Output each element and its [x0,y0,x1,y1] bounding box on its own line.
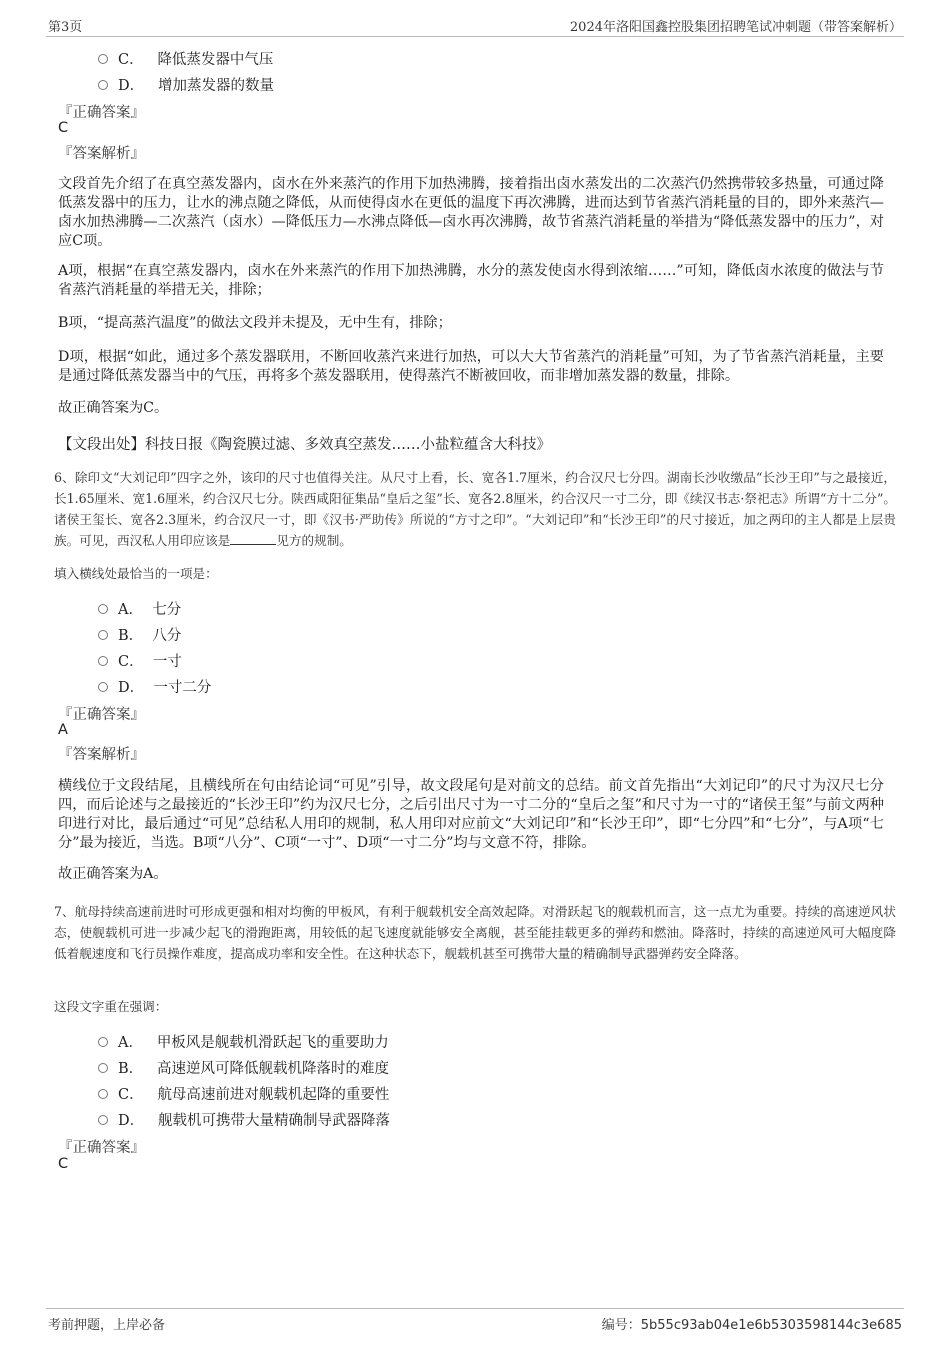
q5-source: 【文段出处】科技日报《陶瓷膜过滤、多效真空蒸发……小盐粒蕴含大科技》 [58,437,551,453]
option-text: 增加蒸发器的数量 [157,78,274,94]
option-key: B． [118,1061,144,1077]
q6-stem-tail: 见方的规制。 [276,533,352,548]
option-key: A． [118,602,143,618]
document-code [602,1314,902,1333]
page-number: 第3页 [48,20,83,35]
code-label: 编号： [601,1318,641,1333]
q5-option-d[interactable] [98,74,274,95]
q6-option-b[interactable] [98,624,181,645]
q6-answer-label: 『正确答案』 [58,707,145,723]
radio-icon[interactable] [98,54,108,64]
radio-icon[interactable] [98,1115,108,1125]
option-key: D． [118,78,145,94]
radio-icon[interactable] [98,682,108,692]
option-text: 甲板风是舰载机滑跃起飞的重要助力 [156,1035,389,1051]
code-value: 5b55c93ab04e1e6b5303598144c3e685 [640,1318,902,1333]
option-text: 高速逆风可降低舰载机降落时的难度 [156,1061,389,1077]
q7-answer-label: 『正确答案』 [58,1140,145,1156]
option-text: 舰载机可携带大量精确制导武器降落 [157,1113,390,1129]
q6-analysis-p1: 横线位于文段结尾，且横线所在句由结论词“可见”引导，故文段尾句是对前文的总结。前文首先指出“大刘记印”的尺寸为汉尺七分四，而后论述与之最接近的“长沙王印”约为汉尺七分，之后引出尺寸为一寸二分的“皇后之玺”和尺寸为一寸的“诸侯王玺”与前文两种印进行对比，最后通过“可见”总结私人用印的规制，私人用印对应前文“大刘记印”和“长沙王印”，即“七分四”和“七分”，与A项“七分”最为接近，当选。B项“八分”、C项“一寸”、D项“一寸二分”均与文意不符，排除。 [58,778,884,851]
page-header [46,14,904,37]
option-key: D． [118,680,145,696]
radio-icon[interactable] [98,604,108,614]
option-key: C． [118,52,144,68]
q7-option-b[interactable] [98,1057,389,1078]
radio-icon[interactable] [98,656,108,666]
option-text: 一寸 [152,654,182,670]
q7-option-c[interactable] [98,1083,389,1104]
page-footer [46,1308,904,1331]
option-text: 八分 [152,628,182,644]
radio-icon[interactable] [98,630,108,640]
footer-slogan: 考前押题，上岸必备 [48,1318,166,1333]
option-key: A． [118,1035,143,1051]
q5-analysis-p5: 故正确答案为C。 [58,400,169,416]
q5-analysis-p4: D项，根据“如此，通过多个蒸发器联用，不断回收蒸汽来进行加热，可以大大节省蒸汽的消耗量”可知，为了节省蒸汽消耗量，主要是通过降低蒸发器当中的气压，再将多个蒸发器联用，使得蒸汽不断被回收，而非增加蒸发器的数量，排除。 [58,349,884,384]
q6-stem [54,467,896,551]
radio-icon[interactable] [98,1037,108,1047]
q7-answer: C [58,1156,69,1172]
q6-option-d[interactable] [98,676,211,697]
document-title: 2024年洛阳国鑫控股集团招聘笔试冲刺题（带答案解析） [569,20,902,35]
option-text: 降低蒸发器中气压 [157,52,274,68]
q6-analysis-p2: 故正确答案为A。 [58,866,168,882]
q7-option-a[interactable] [98,1031,389,1052]
q5-option-c[interactable] [98,48,273,69]
radio-icon[interactable] [98,80,108,90]
radio-icon[interactable] [98,1063,108,1073]
q5-analysis-p1: 文段首先介绍了在真空蒸发器内，卤水在外来蒸汽的作用下加热沸腾，接着指出卤水蒸发出的二次蒸汽仍然携带较多热量，可通过降低蒸发器中的压力，让水的沸点随之降低，从而使得卤水在更低的温度下再次沸腾，进而达到节省蒸汽消耗量的目的，即外来蒸汽—卤水加热沸腾—二次蒸汽（卤水）—降低压力—水沸点降低—卤水再次沸腾，故节省蒸汽消耗量的举措为“降低蒸发器中的压力”，对应C项。 [58,176,884,249]
q7-stem: 7、航母持续高速前进时可形成更强和相对均衡的甲板风，有利于舰载机安全高效起降。对滑跃起飞的舰载机而言，这一点尤为重要。持续的高速逆风状态，使舰载机可进一步减少起飞的滑跑距离，用较低的起飞速度就能够安全离舰，甚至能挂载更多的弹药和燃油。降落时，持续的高速逆风可大幅度降低着舰速度和飞行员操作难度，提高成功率和安全性。在这种状态下，舰载机甚至可携带大量的精确制导武器弹药安全降落。 [54,904,896,961]
q5-answer-label: 『正确答案』 [58,105,145,121]
option-key: C． [118,654,144,670]
q5-analysis-p2: A项，根据“在真空蒸发器内，卤水在外来蒸汽的作用下加热沸腾，水分的蒸发使卤水得到浓缩……”可知，降低卤水浓度的做法与节省蒸汽消耗量的举措无关，排除； [58,263,884,298]
q6-option-c[interactable] [98,650,182,671]
q7-option-d[interactable] [98,1109,390,1130]
q7-prompt: 这段文字重在强调： [54,999,168,1014]
q5-answer: C [58,120,69,136]
q6-stem-text: 6、除印文“大刘记印”四字之外，该印的尺寸也值得关注。从尺寸上看，长、宽各1.7厘米，约合汉尺七分四。湖南长沙收缴品“长沙王印”与之最接近，长1.65厘米、宽1.6厘米，约合汉尺七分。陕西咸阳征集品“皇后之玺”长、宽各2.8厘米，约合汉尺一寸二分，即《续汉书志·祭祀志》所谓“方十二分”。诸侯王玺长、宽各2.3厘米，约合汉尺一寸，即《汉书·严助传》所说的“方寸之印”。“大刘记印”和“长沙王印”的尺寸接近，加之两印的主人都是上层贵族。可见，西汉私人用印应该是 [54,470,896,548]
q5-analysis-p3: B项，“提高蒸汽温度”的做法文段并未提及，无中生有，排除； [58,315,452,331]
option-key: C． [118,1087,144,1103]
option-key: B． [118,628,144,644]
q6-analysis-label: 『答案解析』 [58,747,145,763]
q6-answer: A [58,722,68,738]
q5-analysis-label: 『答案解析』 [58,146,145,162]
fill-blank [230,532,276,545]
radio-icon[interactable] [98,1089,108,1099]
option-key: D． [118,1113,145,1129]
option-text: 一寸二分 [153,680,212,696]
q6-option-a[interactable] [98,598,181,619]
option-text: 七分 [152,602,182,618]
q6-prompt: 填入横线处最恰当的一项是： [54,566,218,581]
option-text: 航母高速前进对舰载机起降的重要性 [157,1087,390,1103]
